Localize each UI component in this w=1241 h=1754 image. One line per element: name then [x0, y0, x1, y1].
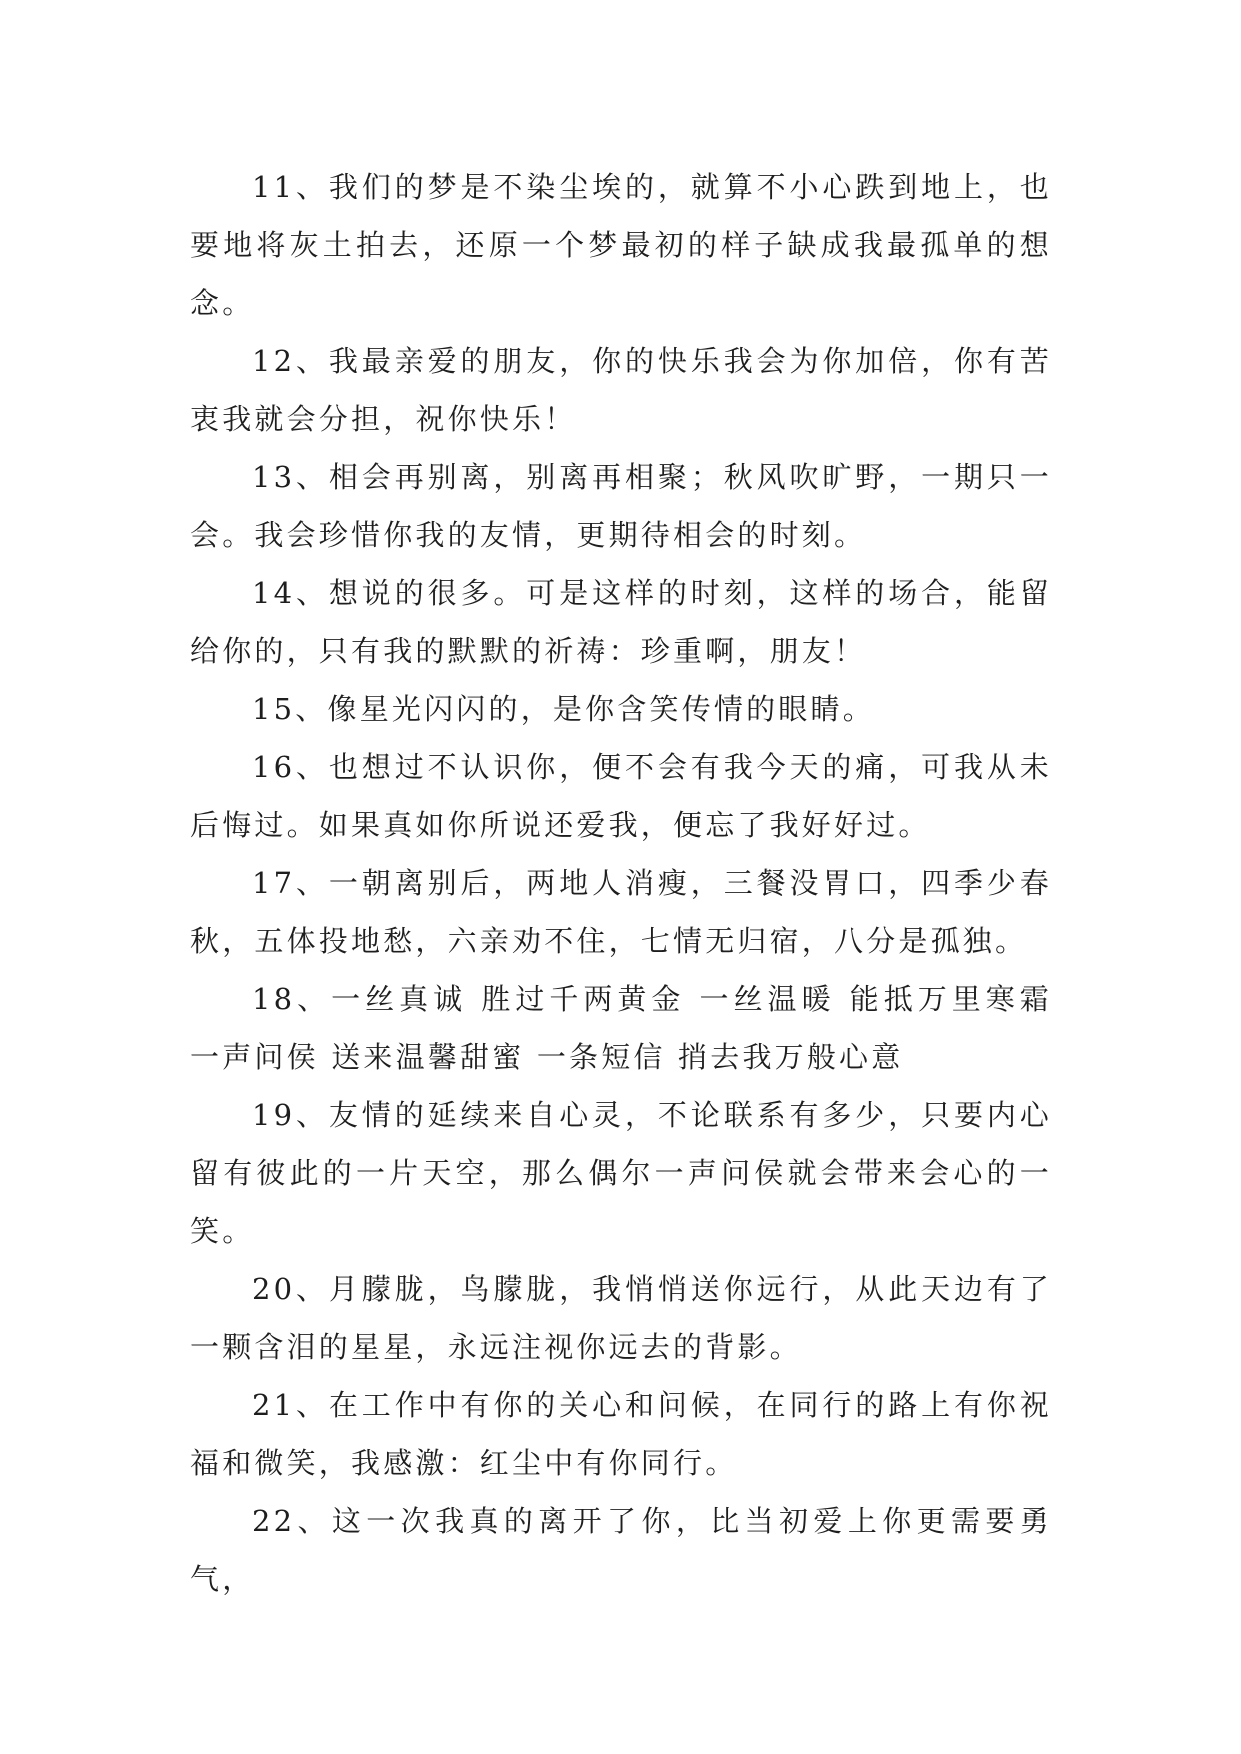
paragraph-17: 17、一朝离别后，两地人消瘦，三餐没胃口，四季少春秋，五体投地愁，六亲劝不住，七情无归宿，八分是孤独。 [190, 866, 1052, 958]
paragraph-13: 13、相会再别离，别离再相聚；秋风吹旷野，一期只一会。我会珍惜你我的友情，更期待相会的时刻。 [190, 460, 1052, 552]
paragraph-11: 11、我们的梦是不染尘埃的，就算不小心跌到地上，也要地将灰土拍去，还原一个梦最初的样子缺成我最孤单的想念。 [190, 170, 1052, 320]
paragraph-14: 14、想说的很多。可是这样的时刻，这样的场合，能留给你的，只有我的默默的祈祷：珍重啊，朋友！ [190, 576, 1052, 668]
paragraph-12: 12、我最亲爱的朋友，你的快乐我会为你加倍，你有苦衷我就会分担，祝你快乐！ [190, 344, 1052, 436]
paragraph-16: 16、也想过不认识你，便不会有我今天的痛，可我从未后悔过。如果真如你所说还爱我，便忘了我好好过。 [190, 750, 1052, 842]
paragraph-20: 20、月朦胧，鸟朦胧，我悄悄送你远行，从此天边有了一颗含泪的星星，永远注视你远去的背影。 [190, 1272, 1052, 1364]
paragraph-21: 21、在工作中有你的关心和问候，在同行的路上有你祝福和微笑，我感激：红尘中有你同行。 [190, 1388, 1052, 1480]
paragraph-19: 19、友情的延续来自心灵，不论联系有多少，只要内心留有彼此的一片天空，那么偶尔一声问侯就会带来会心的一笑。 [190, 1098, 1052, 1248]
document-body [190, 158, 1052, 1608]
paragraph-18: 18、一丝真诚 胜过千两黄金 一丝温暖 能抵万里寒霜 一声问侯 送来温馨甜蜜 一条短信 捎去我万般心意 [190, 982, 1052, 1074]
paragraph-15: 15、像星光闪闪的，是你含笑传情的眼睛。 [252, 692, 875, 726]
paragraph-22: 22、这一次我真的离开了你，比当初爱上你更需要勇气， [190, 1504, 1052, 1596]
